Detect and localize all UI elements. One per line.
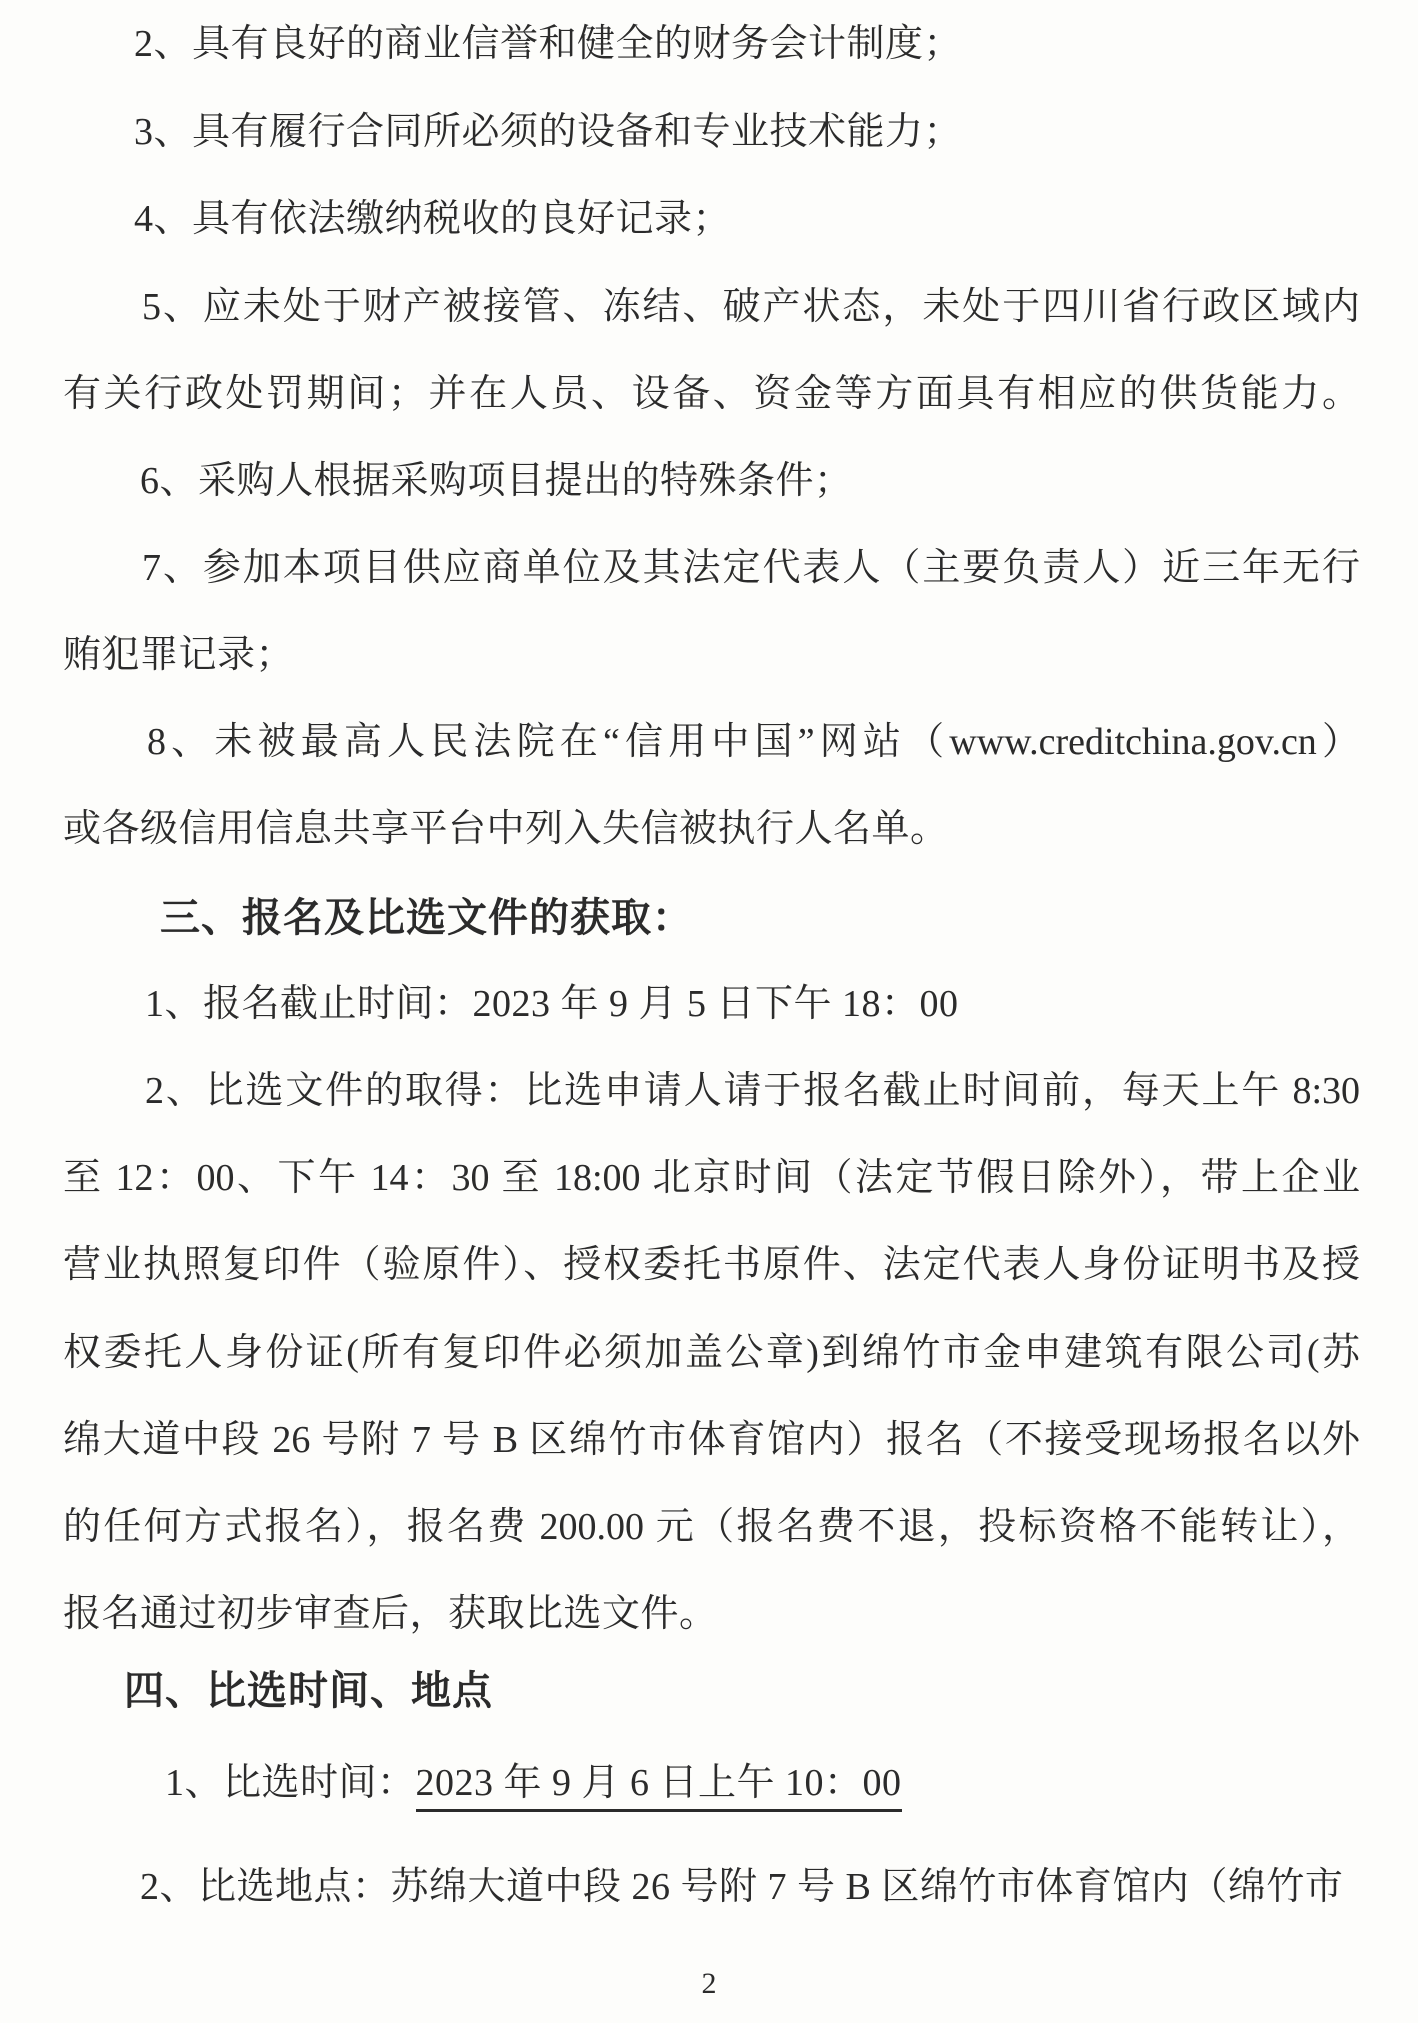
qualification-item-5-line-2: 有关行政处罚期间；并在人员、设备、资金等方面具有相应的供货能力。 (63, 373, 1360, 415)
qualification-item-3: 3、具有履行合同所必须的设备和专业技术能力； (134, 111, 963, 153)
page-number: 2 (701, 1967, 717, 2000)
qualification-item-2: 2、具有良好的商业信誉和健全的财务会计制度； (134, 23, 963, 65)
section3-obtain-line-5: 绵大道中段 26 号附 7 号 B 区绵竹市体育馆内）报名（不接受现场报名以外 (63, 1419, 1360, 1461)
time-line-prefix: 1、比选时间： (165, 1762, 416, 1804)
time-line-underlined-date: 2023 年 9 月 6 日上午 10：00 (416, 1762, 902, 1812)
section3-deadline-line: 1、报名截止时间：2023 年 9 月 5 日下午 18：00 (145, 983, 959, 1025)
section3-obtain-line-1: 2、比选文件的取得：比选申请人请于报名截止时间前，每天上午 8:30 (145, 1070, 1360, 1112)
qualification-item-4: 4、具有依法缴纳税收的良好记录； (134, 198, 732, 240)
qualification-item-7-line-1: 7、参加本项目供应商单位及其法定代表人（主要负责人）近三年无行 (142, 547, 1360, 589)
qualification-item-5-line-1: 5、应未处于财产被接管、冻结、破产状态，未处于四川省行政区域内 (142, 286, 1360, 328)
section3-obtain-line-6: 的任何方式报名），报名费 200.00 元（报名费不退，投标资格不能转让）， (63, 1506, 1360, 1548)
section4-heading: 四、比选时间、地点 (124, 1668, 493, 1713)
qualification-item-7-line-2: 贿犯罪记录； (63, 634, 295, 676)
section3-obtain-line-7: 报名通过初步审查后，获取比选文件。 (63, 1593, 718, 1635)
section3-heading: 三、报名及比选文件的获取： (160, 895, 693, 940)
section4-time-line (165, 1756, 902, 1810)
section3-obtain-line-2: 至 12：00、下午 14：30 至 18:00 北京时间（法定节假日除外），带上企业 (63, 1157, 1360, 1199)
qualification-item-8-line-1: 8、未被最高人民法院在“信用中国”网站（www.creditchina.gov.cn） (147, 721, 1360, 763)
section3-obtain-line-4: 权委托人身份证(所有复印件必须加盖公章)到绵竹市金申建筑有限公司(苏 (63, 1332, 1360, 1374)
qualification-item-6: 6、采购人根据采购项目提出的特殊条件； (140, 460, 853, 502)
section4-place-line: 2、比选地点：苏绵大道中段 26 号附 7 号 B 区绵竹市体育馆内（绵竹市 (140, 1866, 1344, 1908)
section3-obtain-line-3: 营业执照复印件（验原件）、授权委托书原件、法定代表人身份证明书及授 (63, 1244, 1360, 1286)
qualification-item-8-line-2: 或各级信用信息共享平台中列入失信被执行人名单。 (63, 808, 949, 850)
